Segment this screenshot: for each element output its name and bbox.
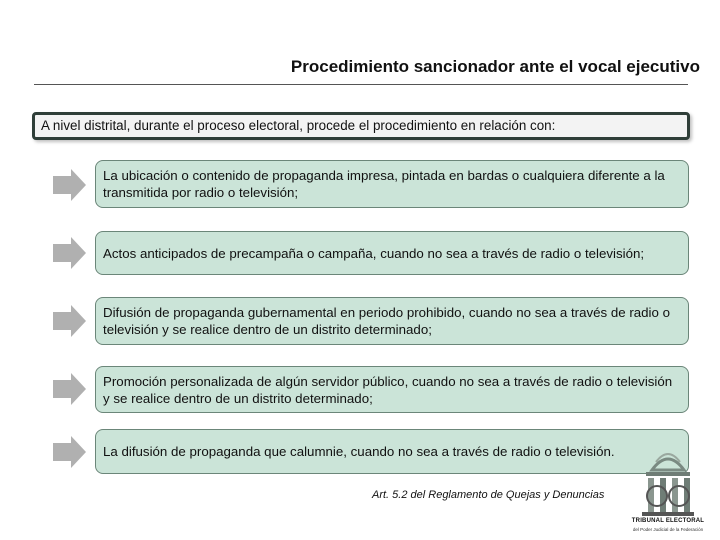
arrow-right-icon — [53, 372, 87, 406]
footer-citation: Art. 5.2 del Reglamento de Quejas y Denuncias — [372, 489, 605, 501]
list-item — [95, 429, 689, 474]
list-item-text: Promoción personalizada de algún servidor público, cuando no sea a través de radio o televisión y se realice dentro de un distrito determinado; — [103, 373, 673, 406]
logo-subtitle: del Poder Judicial de la Federación — [632, 527, 704, 532]
logo-name: TRIBUNAL ELECTORAL — [631, 518, 705, 524]
list-item — [95, 231, 689, 275]
intro-box: A nivel distrital, durante el proceso electoral, procede el procedimiento en relación con: — [32, 112, 690, 140]
list-item-text: Actos anticipados de precampaña o campaña, cuando no sea a través de radio o televisión; — [103, 245, 645, 261]
list-item-text: La ubicación o contenido de propaganda impresa, pintada en bardas o cualquiera diferente a la transmitida por radio o televisión; — [103, 168, 665, 200]
list-item-text: Difusión de propaganda gubernamental en periodo prohibido, cuando no sea a través de radio o televisión y se realice dentro de un distrito determinado; — [103, 305, 671, 337]
list-item-text: La difusión de propaganda que calumnie, cuando no sea a través de radio o televisión. — [103, 444, 615, 459]
arrow-right-icon — [53, 304, 87, 338]
list-item — [95, 297, 689, 345]
page-title: Procedimiento sancionador ante el vocal ejecutivo — [290, 57, 700, 76]
title-divider — [34, 84, 688, 85]
arrow-right-icon — [53, 236, 87, 270]
list-item — [95, 160, 689, 208]
list-item — [95, 366, 689, 413]
arrow-right-icon — [53, 435, 87, 469]
arrow-right-icon — [53, 168, 87, 202]
